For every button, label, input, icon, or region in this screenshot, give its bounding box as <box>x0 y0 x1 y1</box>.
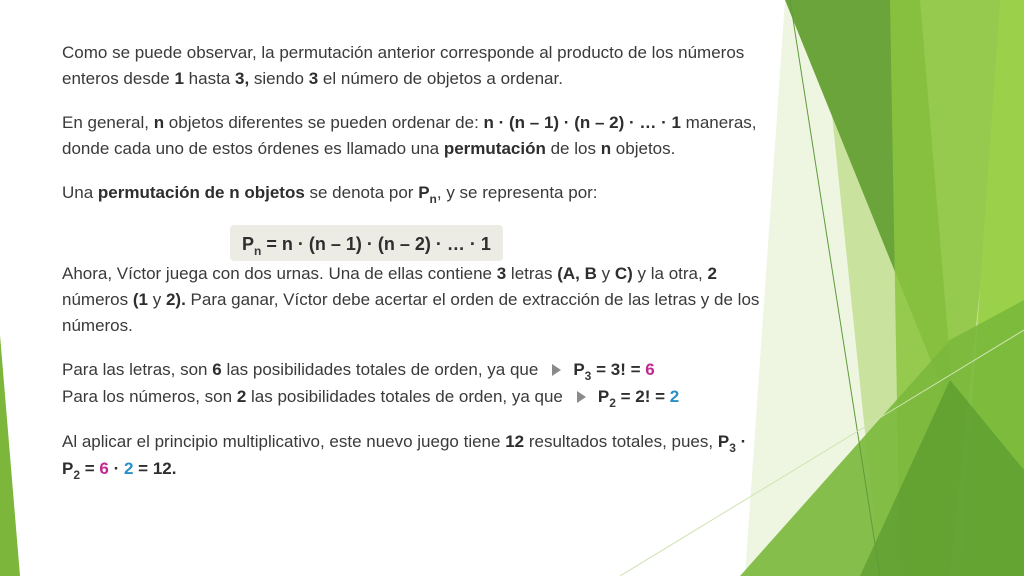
text: y <box>148 290 166 309</box>
text: Para las letras, son <box>62 360 213 379</box>
text: siendo <box>249 69 309 88</box>
text: resultados totales, pues, <box>524 432 718 451</box>
text: las posibilidades totales de orden, ya que <box>221 360 539 379</box>
paragraph-5-line-1 <box>62 357 762 384</box>
bold-text: P <box>717 432 730 451</box>
formula-box <box>230 225 503 261</box>
bold-text: n · (n – 1) · (n – 2) · … · 1 <box>483 113 681 132</box>
bold-text: 3 <box>496 264 507 283</box>
bold-text: 6 <box>212 360 222 379</box>
subscript: 2 <box>609 396 616 410</box>
paragraph-3 <box>62 180 762 207</box>
text: Como se puede observar, la permutación anterior corresponde al producto de los números enteros desde <box>62 43 745 88</box>
highlight-value: 2 <box>123 459 134 478</box>
bold-text: 2). <box>165 290 186 309</box>
formula-symbol: P <box>242 234 255 254</box>
bold-text: 3 <box>308 69 319 88</box>
bold-text: 12 <box>505 432 525 451</box>
subscript: n <box>429 192 437 206</box>
bold-text: (A, B <box>557 264 597 283</box>
text: Una <box>62 183 98 202</box>
subscript: 3 <box>584 369 592 383</box>
bold-text: = 3! = <box>591 360 646 379</box>
bold-text: n <box>600 139 612 158</box>
highlight-value: 6 <box>99 459 109 478</box>
bold-text: permutación <box>443 139 546 158</box>
highlight-value: 6 <box>645 360 655 379</box>
bold-text: · <box>735 432 747 451</box>
bold-text: P <box>62 459 74 478</box>
paragraph-6 <box>62 429 762 483</box>
text: y la otra, <box>632 264 708 283</box>
bold-text: P <box>418 183 430 202</box>
bold-text: permutación de n objetos <box>97 183 305 202</box>
text: En general, <box>62 113 154 132</box>
text: el número de objetos a ordenar. <box>318 69 563 88</box>
paragraph-4 <box>62 261 762 339</box>
subscript: n <box>254 244 262 258</box>
paragraph-5-line-2 <box>62 384 762 411</box>
paragraph-1 <box>62 40 762 92</box>
triangle-bullet-icon <box>552 364 561 376</box>
bold-text: = 12. <box>133 459 177 478</box>
text: letras <box>506 264 558 283</box>
triangle-bullet-icon <box>577 391 586 403</box>
bold-text: n <box>153 113 165 132</box>
subscript: 2 <box>73 468 81 482</box>
paragraph-2 <box>62 110 762 162</box>
text: Para ganar, Víctor debe acertar el orden de extracción de las letras y de los números. <box>62 290 760 335</box>
text: objetos diferentes se pueden ordenar de: <box>164 113 484 132</box>
highlight-value: 2 <box>669 387 680 406</box>
text: números <box>62 290 133 309</box>
bold-text: = <box>80 459 100 478</box>
bold-text: 2 <box>707 264 717 283</box>
text: de los <box>545 139 601 158</box>
bold-text: · <box>108 459 124 478</box>
bold-text: = 2! = <box>615 387 670 406</box>
bold-text: (1 <box>132 290 148 309</box>
text: Para los números, son <box>62 387 237 406</box>
bold-text: P <box>597 387 610 406</box>
text: objetos. <box>611 139 676 158</box>
text: se denota por <box>304 183 419 202</box>
text: maneras, donde cada uno de estos órdenes es llamado una <box>62 113 757 158</box>
subscript: 3 <box>729 441 736 455</box>
text: , y se representa por: <box>436 183 598 202</box>
left-green-sliver <box>0 335 20 576</box>
bold-text: 1 <box>174 69 184 88</box>
bold-text: 2 <box>236 387 247 406</box>
bold-text: P <box>573 360 585 379</box>
formula-expression: = n · (n – 1) · (n – 2) · … · 1 <box>261 234 491 254</box>
text: hasta <box>183 69 235 88</box>
text: Al aplicar el principio multiplicativo, este nuevo juego tiene <box>62 432 506 451</box>
bold-text: 3, <box>234 69 250 88</box>
bold-text: C) <box>614 264 633 283</box>
slide-content <box>62 40 762 483</box>
text: y <box>596 264 615 283</box>
text: Ahora, Víctor juega con dos urnas. Una de ellas contiene <box>62 264 497 283</box>
text: las posibilidades totales de orden, ya que <box>246 387 563 406</box>
